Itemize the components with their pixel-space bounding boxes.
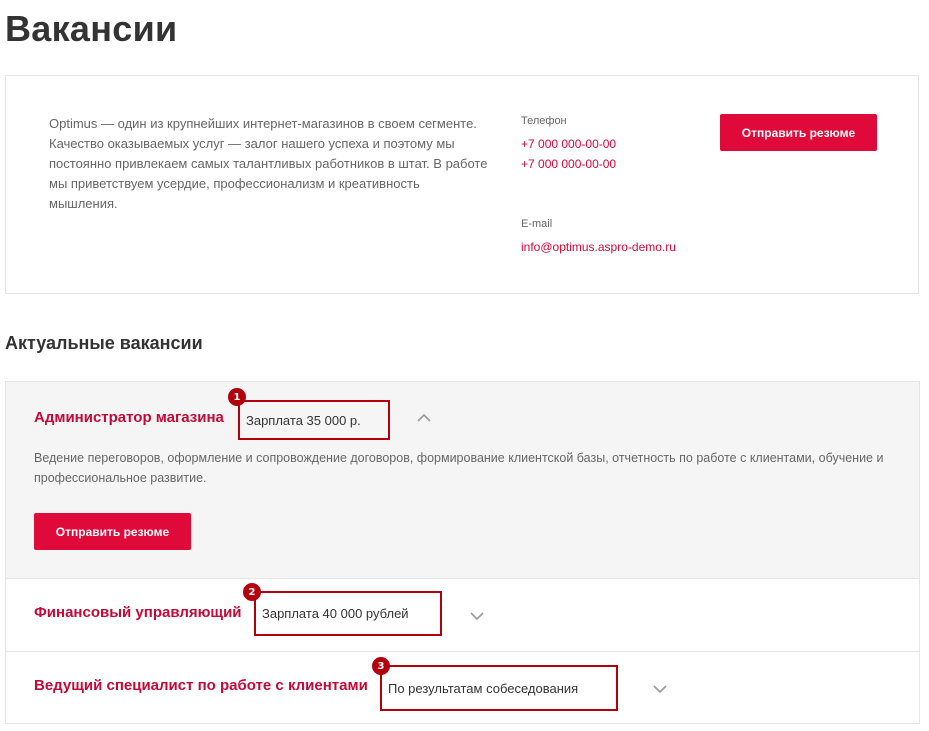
- vacancy-description: Ведение переговоров, оформление и сопровождение договоров, формирование клиентской базы, отчетность по работе с клиентами, обучение и профессиональное развитие.: [34, 451, 884, 485]
- vacancy-title[interactable]: Финансовый управляющий: [34, 604, 242, 621]
- phone-link-1[interactable]: +7 000 000-00-00: [521, 137, 617, 151]
- vacancy-send-resume-button[interactable]: Отправить резюме: [34, 513, 191, 550]
- company-info-box: [5, 75, 919, 294]
- phone-link-2[interactable]: +7 000 000-00-00: [521, 157, 617, 171]
- email-link[interactable]: info@optimus.aspro-demo.ru: [521, 240, 676, 254]
- vacancy-list: [5, 381, 920, 724]
- vacancy-salary: По результатам собеседования: [380, 665, 618, 711]
- chevron-up-icon[interactable]: [416, 413, 432, 423]
- page-title: Вакансии: [5, 8, 178, 49]
- annotation-badge: 1: [228, 388, 246, 406]
- email-label: E-mail: [521, 218, 553, 230]
- vacancy-item-store-administrator: [6, 382, 919, 578]
- phone-label: Телефон: [521, 115, 567, 127]
- vacancy-item-lead-client-specialist[interactable]: [6, 651, 919, 723]
- send-resume-button[interactable]: Отправить резюме: [720, 114, 877, 151]
- chevron-down-icon[interactable]: [652, 684, 668, 694]
- vacancy-title[interactable]: Администратор магазина: [34, 409, 224, 426]
- company-description: Optimus — один из крупнейших интернет-магазинов в своем сегменте. Качество оказываемых услуг — залог нашего успеха и поэтому мы постоянно привлекаем самых талантливых работников в штат. В работе мы приветствуем усердие, профессионализм и креативность мышления.: [49, 116, 488, 211]
- section-title: Актуальные вакансии: [5, 333, 203, 353]
- chevron-down-icon[interactable]: [469, 611, 485, 621]
- annotation-badge: 2: [243, 583, 261, 601]
- annotation-badge: 3: [372, 657, 390, 675]
- vacancy-salary: Зарплата 40 000 рублей: [254, 591, 442, 636]
- vacancy-salary: Зарплата 35 000 р.: [238, 400, 390, 440]
- vacancy-item-financial-manager[interactable]: [6, 578, 919, 651]
- vacancy-title[interactable]: Ведущий специалист по работе с клиентами: [34, 677, 368, 694]
